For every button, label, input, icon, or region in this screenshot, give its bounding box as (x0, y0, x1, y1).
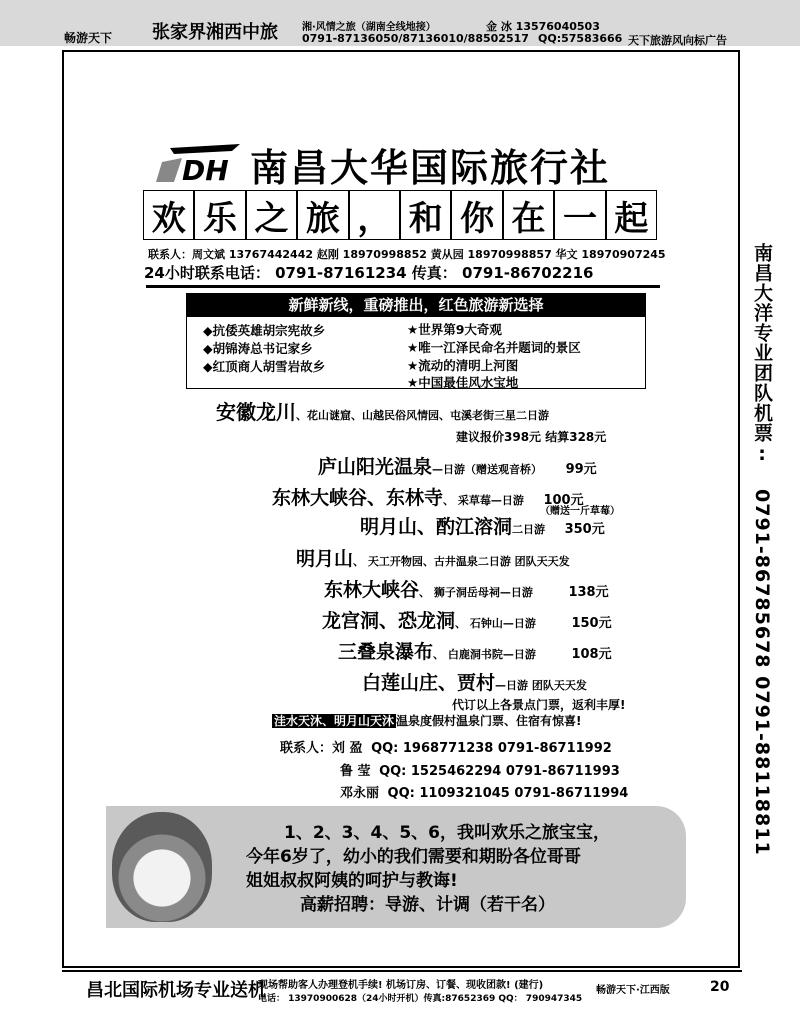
tour-mingyue-1 (360, 512, 605, 539)
slogan-grid (143, 190, 657, 240)
tour-bailian (362, 668, 587, 695)
slogan-char: 起 (606, 190, 657, 240)
contact-info: QQ: 1109321045 0791-86711994 (387, 786, 629, 801)
divider (146, 285, 660, 288)
svg-text:DH: DH (182, 154, 229, 184)
ticket-line-1: 代订以上各景点门票，返利丰厚! (452, 698, 626, 712)
slogan-char: 你 (451, 190, 502, 240)
tour-desc: 、 采草莓—日游 (443, 494, 524, 507)
tour-name: 明月山、酌江溶洞 (360, 516, 513, 538)
tour-donglin-note: （赠送一斤草莓） (540, 506, 620, 517)
banner-line: 高薪招聘：导游、计调（若干名） (300, 895, 555, 915)
contact-name: 联系人：刘 盈 (280, 741, 363, 756)
promo-feature: ★世界第9大奇观 (407, 322, 502, 337)
agency-contacts: 联系人：周文斌 13767442442 赵刚 18970998852 黄从园 18970998857 华文 18970907245 (148, 248, 666, 261)
tour-name: 明月山 (296, 548, 354, 570)
promo-title: 新鲜新线，重磅推出，红色旅游新选择 (187, 294, 645, 317)
header-qq: QQ:57583666 (538, 32, 623, 45)
tour-name: 庐山阳光温泉 (318, 456, 433, 478)
header-tagline: 湘·风情之旅（湖南全线地接） (302, 22, 436, 33)
contact-row (280, 737, 612, 756)
tour-anhui (216, 396, 549, 425)
contact-info: QQ: 1968771238 0791-86711992 (371, 741, 612, 756)
header-section: 天下旅游风向标广告 (628, 34, 727, 47)
tour-donglin-2 (324, 575, 609, 602)
footer-title: 昌北国际机场专业送机 (86, 980, 266, 1001)
contact-info: QQ: 1525462294 0791-86711993 (379, 764, 620, 779)
promo-feature: ◆抗倭英雄胡宗宪故乡 (203, 323, 326, 338)
tour-name: 东林大峡谷、东林寺 (272, 487, 444, 509)
promo-feature: ◆红顶商人胡雪岩故乡 (203, 359, 326, 374)
tour-desc: 、 狮子洞岳母祠—日游 (419, 586, 533, 599)
tour-price: 108元 (571, 647, 612, 662)
tour-price: 99元 (565, 462, 597, 477)
tour-name: 东林大峡谷 (324, 579, 420, 601)
side-ticket-ad (744, 243, 776, 856)
tour-name: 白莲山庄、贾村 (362, 672, 496, 694)
contact-name: 鲁 莹 (340, 764, 371, 779)
promo-box (186, 293, 646, 389)
page-number: 20 (710, 979, 730, 995)
contact-name: 邓永丽 (340, 786, 380, 801)
tour-name: 龙宫洞、恐龙洞 (322, 610, 456, 632)
header-company: 张家界湘西中旅 (152, 22, 278, 43)
side-ad-name: 南昌大洋专业团队机票: (751, 243, 773, 466)
tour-longgong (322, 606, 612, 633)
banner-line: 姐姐叔叔阿姨的呵护与教诲! (246, 871, 458, 891)
tour-desc: 、 石钟山—日游 (455, 617, 536, 630)
slogan-char: 一 (554, 190, 605, 240)
agency-logo-icon (152, 142, 244, 184)
slogan-char: 之 (246, 190, 297, 240)
banner-line: 1、2、3、4、5、6，我叫欢乐之旅宝宝， (284, 823, 610, 843)
header-contact: 金 冰 13576040503 (486, 20, 600, 33)
header-brand: 畅游天下 (64, 31, 113, 45)
slogan-char: 旅 (297, 190, 348, 240)
side-ad-phones: 0791-86785678 0791-88118811 (751, 489, 773, 856)
tour-price: 100元 (543, 493, 584, 508)
header-phones: 0791-87136050/87136010/88502517 (302, 32, 529, 45)
footer-line-1: 现场帮助客人办理登机手续! 机场订房、订餐、现收团款! (建行) (258, 980, 544, 991)
footer-brand: 畅游天下·江西版 (596, 985, 670, 996)
hotspring-label: 洼水天沐、明月山天沐 (274, 714, 395, 728)
tour-price: 350元 (564, 522, 605, 537)
promo-feature: ★流动的清明上河图 (407, 358, 519, 373)
slogan-char: 在 (503, 190, 554, 240)
tour-mingyue-2 (296, 544, 570, 571)
banner-line: 今年6岁了，幼小的我们需要和期盼各位哥哥 (246, 847, 581, 867)
tour-price: 150元 (571, 616, 612, 631)
tour-desc: 、 白鹿洞书院—日游 (433, 648, 536, 661)
tour-name: 安徽龙川 (216, 400, 296, 424)
tour-name: 三叠泉瀑布 (338, 641, 434, 663)
tour-price: 138元 (568, 585, 609, 600)
contact-row (340, 760, 620, 779)
slogan-char: ， (349, 190, 400, 240)
tour-desc: —日游 团队天天发 (495, 679, 587, 692)
contact-row (340, 782, 628, 801)
header-band (0, 0, 800, 46)
tour-desc: 、 天工开物园、古井温泉二日游 团队天天发 (353, 555, 570, 568)
child-photo (112, 812, 212, 922)
promo-feature: ◆胡锦涛总书记家乡 (203, 341, 313, 356)
promo-feature: ★唯一江泽民命名并题词的景区 (407, 340, 581, 355)
footer-line-2: 电话： 13970900628（24小时开机）传真:87652369 QQ： 790947345 (258, 994, 583, 1004)
slogan-char: 乐 (194, 190, 245, 240)
tour-sandie (338, 637, 612, 664)
agency-hotline: 24小时联系电话： 0791-87161234 传真： 0791-86702216 (144, 264, 594, 282)
promo-feature: ★中国最佳风水宝地 (407, 375, 519, 390)
tour-donglin-1 (272, 483, 584, 510)
slogan-char: 和 (400, 190, 451, 240)
tour-lushan (318, 452, 597, 479)
footer-divider (62, 970, 742, 972)
tour-desc: 二日游 (512, 523, 546, 536)
ticket-line-2-text: 温泉度假村温泉门票、住宿有惊喜! (396, 714, 582, 728)
tour-anhui-price: 建议报价398元 结算328元 (456, 430, 607, 444)
slogan-char: 欢 (143, 190, 194, 240)
agency-name: 南昌大华国际旅行社 (250, 146, 611, 190)
tour-desc: —日游（赠送观音桥） (432, 463, 543, 476)
tour-desc: 、花山谜窟、山越民俗风情园、屯溪老街三星二日游 (296, 409, 549, 422)
ticket-line-2 (272, 712, 582, 729)
